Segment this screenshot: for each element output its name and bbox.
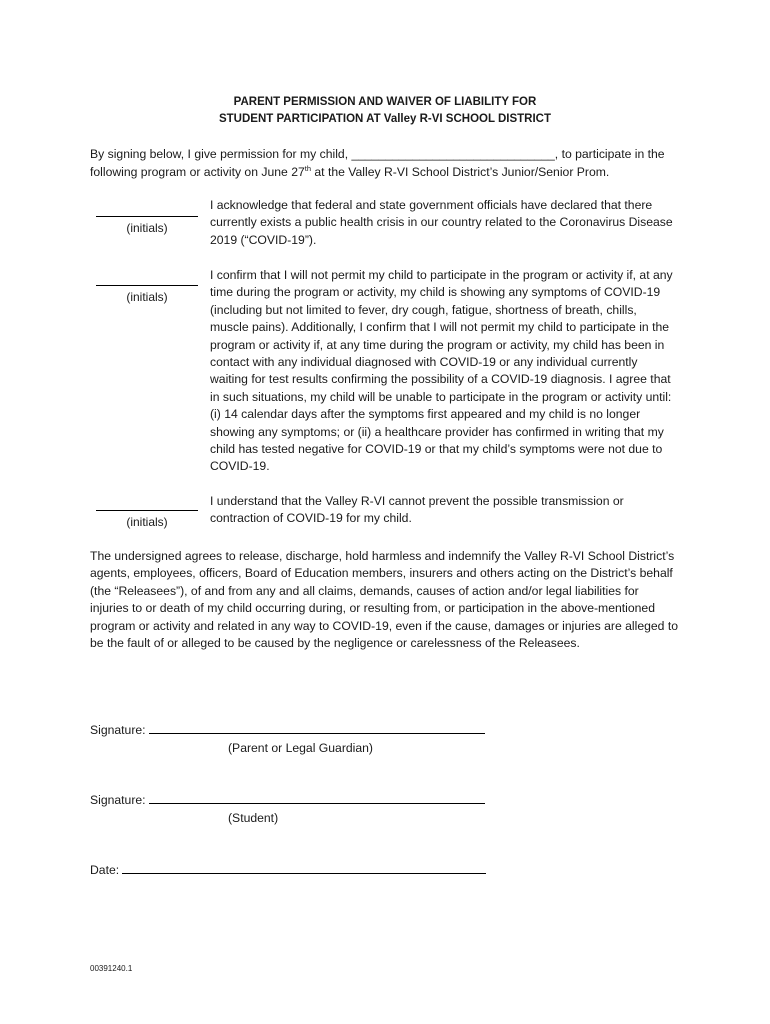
initials-line-3[interactable] (96, 510, 198, 511)
acknowledgment-text-2: I confirm that I will not permit my child to participate in the program or activity if, at any time during the program or activity, my child is showing any symptoms of COVID-19 (including but not limited to fever, dry cough, fatigue, shortness of breath, chills, muscle pains). Additionally, I confirm that I will not permit my child to participate in the program or activity if, at any time during the program or activity, my child has been in contact with any individual diagnosed with COVID-19 or any individual currently waiting for test results confirming the possibility of a COVID-19 diagnosis. I agree that in such situations, my child will be unable to participate in the program or activity until: (i) 14 calendar days after the symptoms first appeared and my child is no longer showing any symptoms; or (ii) a healthcare provider has confirmed in writing that my child has tested negative for COVID-19 or that my child’s symptoms were not due to COVID-19. (210, 268, 673, 474)
document-title-line-2: STUDENT PARTICIPATION AT Valley R-VI SCHOOL DISTRICT (218, 113, 552, 125)
intro-text-part-1: By signing below, I give permission for my child, ______________________________, to participate in the following program or activity on June 27 (90, 147, 665, 179)
date-label: Date: (90, 863, 120, 877)
parent-signature-row (90, 721, 485, 739)
release-paragraph: The undersigned agrees to release, discharge, hold harmless and indemnify the Valley R-VI School District’s agents, employees, officers, Board of Education members, insurers and others acting on the District’s behalf (the “Releasees”), of and from any and all claims, demands, causes of action and/or legal liabilities for injuries to or death of my child occurring during, or resulting from, or participation in the above-mentioned program or activity and related in any way to COVID-19, even if the cause, damages or injuries are alleged to be the fault of or alleged to be caused by the negligence or carelessness of the Releasees. (90, 549, 679, 651)
student-signature-field[interactable] (149, 791, 485, 804)
student-signature-row (90, 791, 485, 809)
student-signature-label: Signature: (90, 793, 146, 807)
parent-signature-label: Signature: (90, 723, 146, 737)
parent-signature-caption: (Parent or Legal Guardian) (228, 741, 373, 755)
initials-line-1[interactable] (96, 216, 198, 217)
initials-label-3: (initials) (126, 515, 168, 529)
intro-text-part-2: at the Valley R-VI School District’s Junior/Senior Prom. (311, 165, 610, 179)
date-row (90, 861, 486, 879)
acknowledgment-text-1: I acknowledge that federal and state government officials have declared that there currently exists a public health crisis in our country related to the Coronavirus Disease 2019 (“COVID-19”). (210, 198, 673, 247)
acknowledgment-text-3: I understand that the Valley R-VI cannot prevent the possible transmission or contraction of COVID-19 for my child. (210, 494, 624, 526)
initials-label-1: (initials) (126, 221, 168, 235)
date-field[interactable] (122, 861, 486, 874)
intro-paragraph (90, 145, 690, 181)
document-title-line-1: PARENT PERMISSION AND WAIVER OF LIABILITY FOR (233, 96, 537, 108)
initials-label-2: (initials) (126, 290, 168, 304)
initials-line-2[interactable] (96, 285, 198, 286)
student-signature-caption: (Student) (228, 811, 279, 825)
parent-signature-field[interactable] (149, 721, 485, 734)
intro-superscript: th (304, 164, 312, 173)
document-number: 00391240.1 (90, 964, 133, 973)
